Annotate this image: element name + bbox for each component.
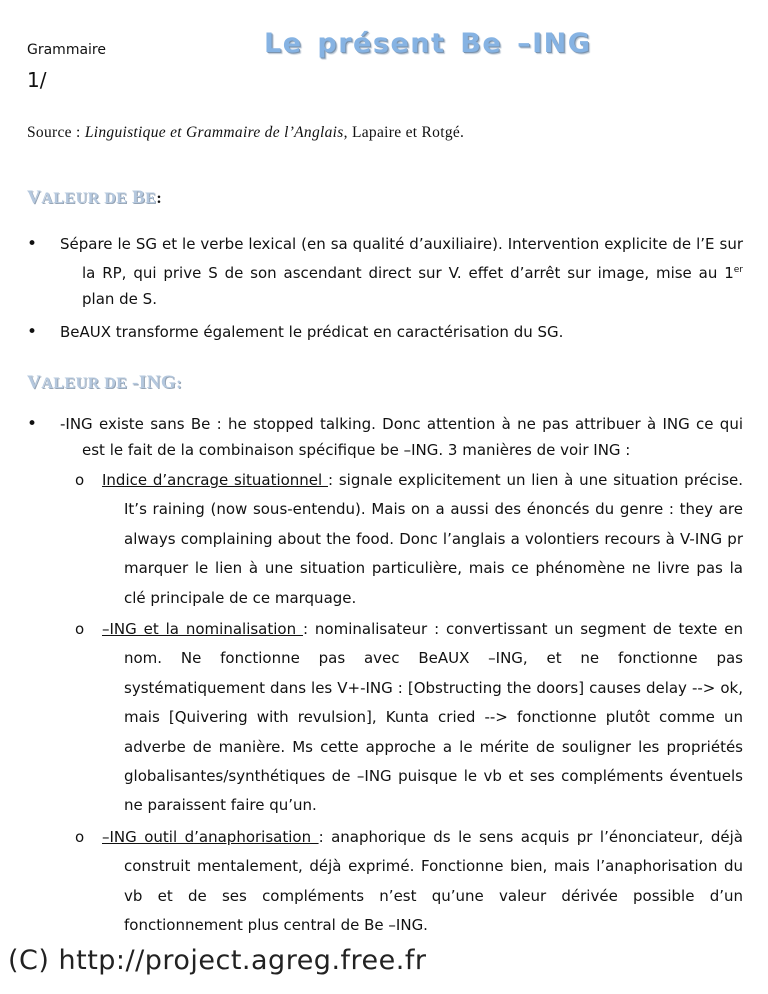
sub-item-text: : signale explicitement un lien à une situation précise. It’s raining (now sous-entendu). Mais on a aussi des énoncés du genre : they are always complaining about the food. Donc l’anglais a volontiers recours à V-ING pr marquer le lien à une situation particulière, mais ce phénomène ne livre pas la clé principale de ce marquage. [124,471,743,607]
document-title: Le présent Be –ING [264,28,592,59]
bullet-icon: • [27,414,38,434]
bullet-icon: • [27,234,38,254]
heading-initial-2: B [131,187,146,208]
sub-item-term: Indice d’ancrage situationnel [102,471,328,489]
bullet-text: Sépare le SG et le verbe lexical (en sa qualité d’auxiliaire). Intervention explicite de l’E sur la RP, qui prive S de son ascendant direct sur V. effet d’arrêt sur image, mise au 1 [60,235,743,282]
heading-text: ALEUR DE [41,190,132,207]
circle-bullet-icon: o [75,471,85,489]
source-line [27,124,464,142]
heading-ing: -ING [131,372,177,393]
list-item [27,231,743,312]
sub-list-item [27,823,743,941]
bullet-icon: • [27,322,38,342]
section-heading-ing [27,372,182,394]
document-number: 1/ [27,68,47,92]
bullet-text-end: plan de S. [82,290,157,308]
section-ing-content [27,411,743,941]
section-heading-be [27,187,162,209]
watermark: (C) http://project.agreg.free.fr [8,945,427,976]
superscript: er [733,265,743,275]
list-item [27,319,743,345]
document-label: Grammaire [27,42,106,58]
bullet-text: -ING existe sans Be : he stopped talking. Donc attention à ne pas attribuer à ING ce qui est le fait de la combinaison spécifique be –ING. 3 manières de voir ING : [60,415,743,459]
sub-item-text: : anaphorique ds le sens acquis pr l’énonciateur, déjà construit mentalement, déjà exprimé. Fonctionne bien, mais l’anaphorisation du vb et de ses compléments n’est qu’une valeur dérivée possible d’un fonctionnement plus central de Be –ING. [124,827,744,935]
heading-text: ALEUR DE [41,375,132,392]
bullet-text: BeAUX transforme également le prédicat en caractérisation du SG. [60,323,564,341]
sub-list-item [27,615,743,821]
sub-item-text: : nominalisateur : convertissant un segment de texte en nom. Ne fonctionne pas avec BeAUX –ING, et ne fonctionne pas systématiquement dans les V+-ING : [Obstructing the doors] causes delay --> ok, mais [Quivering with revulsion], Kunta cried --> fonctionne plutôt comme un adverbe de manière. Ms cette approche a le mérite de souligner les propriétés globalisantes/synthétiques de –ING puisque le vb et ses compléments éventuels ne paraissent faire qu’un. [124,620,743,815]
heading-text-2: E [145,190,157,207]
sub-list-item [27,466,743,613]
source-work: Linguistique et Grammaire de l’Anglais [84,124,344,141]
sub-item-term: –ING outil d’anaphorisation [102,827,319,846]
circle-bullet-icon: o [75,827,85,846]
list-item [27,411,743,463]
source-authors: , Lapaire et Rotgé. [343,124,465,141]
source-prefix: Source : [27,124,85,141]
section-be-content [27,231,743,345]
heading-initial: V [27,187,42,208]
heading-initial: V [27,372,42,393]
heading-colon: : [156,190,163,207]
heading-colon: : [176,375,183,392]
sub-item-term: –ING et la nominalisation [102,620,303,639]
circle-bullet-icon: o [75,620,85,639]
